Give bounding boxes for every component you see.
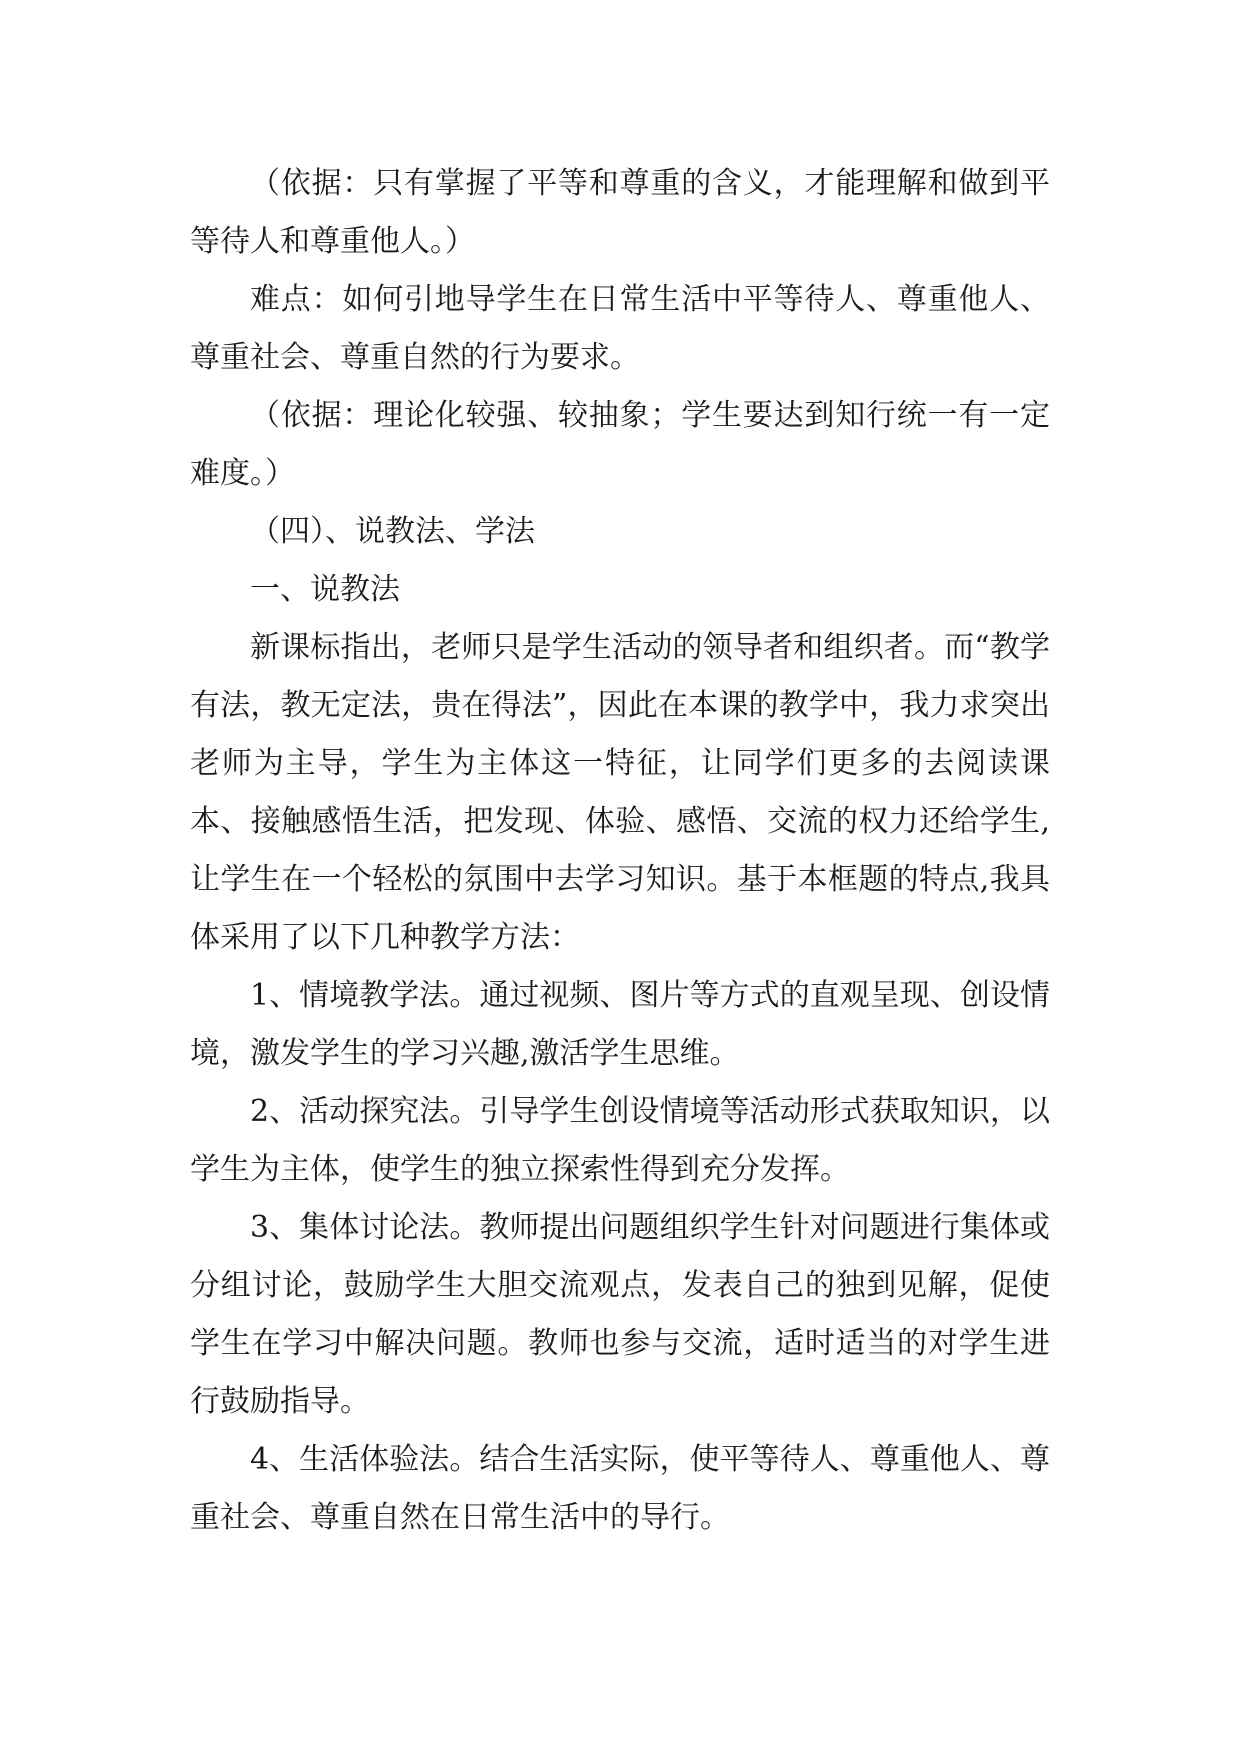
paragraph-basis-2: （依据：理论化较强、较抽象；学生要达到知行统一有一定难度。） [190, 398, 1050, 491]
list-item-method-2: 2、活动探究法。引导学生创设情境等活动形式获取知识，以学生为主体，使学生的独立探索性得到充分发挥。 [190, 1094, 1050, 1187]
paragraph-basis-1: （依据：只有掌握了平等和尊重的含义，才能理解和做到平等待人和尊重他人。） [190, 166, 1050, 259]
list-item-method-3: 3、集体讨论法。教师提出问题组织学生针对问题进行集体或分组讨论，鼓励学生大胆交流观点，发表自己的独到见解，促使学生在学习中解决问题。教师也参与交流，适时适当的对学生进行鼓励指导。 [190, 1210, 1050, 1419]
section-heading-methods: （四）、说教法、学法 [250, 514, 535, 549]
paragraph-intro: 新课标指出，老师只是学生活动的领导者和组织者。而“教学有法，教无定法，贵在得法”，因此在本课的教学中，我力求突出老师为主导，学生为主体这一特征，让同学们更多的去阅读课本、接触感悟生活，把发现、体验、感悟、交流的权力还给学生,让学生在一个轻松的氛围中去学习知识。基于本框题的特点,我具体采用了以下几种教学方法： [190, 630, 1050, 955]
subsection-heading-teaching-method: 一、说教法 [250, 572, 400, 607]
list-item-method-1: 1、情境教学法。通过视频、图片等方式的直观呈现、创设情境，激发学生的学习兴趣,激活学生思维。 [190, 978, 1050, 1071]
list-item-method-4: 4、生活体验法。结合生活实际，使平等待人、尊重他人、尊重社会、尊重自然在日常生活中的导行。 [190, 1442, 1050, 1535]
document-page [190, 155, 1050, 1547]
paragraph-difficulty: 难点：如何引地导学生在日常生活中平等待人、尊重他人、尊重社会、尊重自然的行为要求。 [190, 282, 1050, 375]
